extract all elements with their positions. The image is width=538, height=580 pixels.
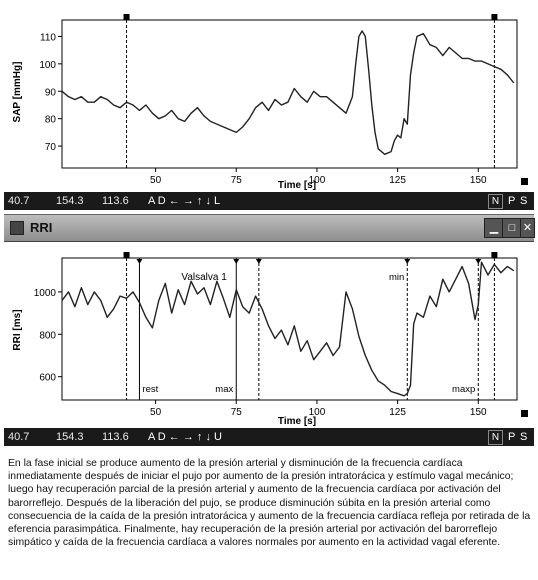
rri-event-arrow <box>404 259 410 264</box>
sap-x-tick-label: 50 <box>150 175 162 186</box>
window-title-bar[interactable] <box>4 214 534 242</box>
sap-plot-frame <box>62 20 517 168</box>
status-bar-bottom <box>4 428 534 446</box>
maximize-button[interactable]: □ <box>502 218 522 238</box>
rri-chart-panel <box>4 248 534 442</box>
rri-event-label: min <box>388 272 405 283</box>
rri-event-arrow <box>136 259 142 264</box>
sap-y-tick-label: 80 <box>44 114 56 126</box>
cursor-end-value: 154.3 <box>56 431 84 443</box>
figure-caption: En la fase inicial se produce aumento de la presión arterial y disminución de la frecuencia cardíaca inmediatamente después de iniciar el pujo por aumento de la presión intratorácica y estímulo vagal mecánico; luego hay recuperación parcial de la presión arterial y aumento de la frecuencia cardíaca por activación del barorreflejo. Después de la liberación del pujo, se produce disminución súbita en la presión arterial como consecuencia de la caída de la presión intratorácica y aumento de la frecuencia cardíaca refleja por retirada de la eferencia parasimpática. Finalmente, hay recuperación de la presión arterial por activación del barorreflejo simpático y caída de la frecuencia cardíaca a valores normales por aumento en la actividad vagal eferente. <box>8 458 531 549</box>
rri-event-arrow <box>256 259 262 264</box>
sap-cursor-handle <box>491 14 497 20</box>
sap-x-tick-label: 125 <box>389 175 406 186</box>
n-button[interactable]: N <box>488 194 503 209</box>
rri-y-axis-label: RRI [ms] <box>12 309 23 351</box>
sap-chart <box>4 4 534 190</box>
rri-corner-marker <box>521 410 528 417</box>
rri-x-tick-label: 125 <box>389 407 406 418</box>
rri-event-label: maxp <box>452 384 476 395</box>
rri-event-label: rest <box>142 384 159 395</box>
sap-y-tick-label: 90 <box>44 87 56 99</box>
s-button[interactable]: S <box>520 431 528 443</box>
sap-y-tick-label: 100 <box>39 59 56 71</box>
rri-x-tick-label: 50 <box>150 407 162 418</box>
cursor-start-value: 40.7 <box>8 195 30 207</box>
sap-x-tick-label: 100 <box>308 175 326 186</box>
sap-cursor-handle <box>124 14 130 20</box>
rri-y-tick-label: 800 <box>39 330 56 342</box>
rri-y-tick-label: 600 <box>39 372 56 384</box>
rri-x-axis-label: Time [s] <box>277 416 317 427</box>
rri-chart <box>4 248 534 428</box>
rri-cursor-handle <box>491 252 497 258</box>
rri-event-arrow <box>475 259 481 264</box>
sap-x-axis-label: Time [s] <box>277 180 317 190</box>
rri-x-tick-label: 100 <box>308 407 326 418</box>
window-title: RRI <box>30 220 53 235</box>
rri-annotation: Valsalva 1 <box>181 272 227 283</box>
s-button[interactable]: S <box>520 195 528 207</box>
p-button[interactable]: P <box>508 195 516 207</box>
sap-corner-marker <box>521 178 528 185</box>
cursor-start-value: 40.7 <box>8 431 30 443</box>
minimize-button[interactable]: ▁ <box>484 218 504 238</box>
status-bar-top <box>4 192 534 210</box>
rri-x-tick-label: 75 <box>230 407 242 418</box>
toolbar-tools[interactable]: A D ← → ↑ ↓ L <box>148 195 221 207</box>
sap-y-tick-label: 70 <box>44 142 56 154</box>
cursor-end-value: 154.3 <box>56 195 84 207</box>
rri-y-tick-label: 1000 <box>33 287 56 299</box>
cursor-delta-value: 113.6 <box>102 195 129 207</box>
sap-x-tick-label: 75 <box>230 175 242 186</box>
close-button[interactable]: ✕ <box>520 218 535 238</box>
window-menu-icon[interactable] <box>10 221 24 235</box>
rri-x-tick-label: 150 <box>469 407 487 418</box>
rri-plot-frame <box>62 258 517 400</box>
rri-event-label: max <box>215 384 234 395</box>
sap-chart-panel <box>4 4 534 190</box>
rri-series-line <box>62 262 514 396</box>
sap-x-tick-label: 150 <box>469 175 487 186</box>
toolbar-tools[interactable]: A D ← → ↑ ↓ U <box>148 431 222 443</box>
rri-event-arrow <box>233 259 239 264</box>
sap-series-line <box>62 31 514 154</box>
p-button[interactable]: P <box>508 431 516 443</box>
n-button[interactable]: N <box>488 430 503 445</box>
sap-y-tick-label: 110 <box>40 32 56 44</box>
rri-cursor-handle <box>124 252 130 258</box>
cursor-delta-value: 113.6 <box>102 431 129 443</box>
sap-y-axis-label: SAP [mmHg] <box>12 61 23 123</box>
